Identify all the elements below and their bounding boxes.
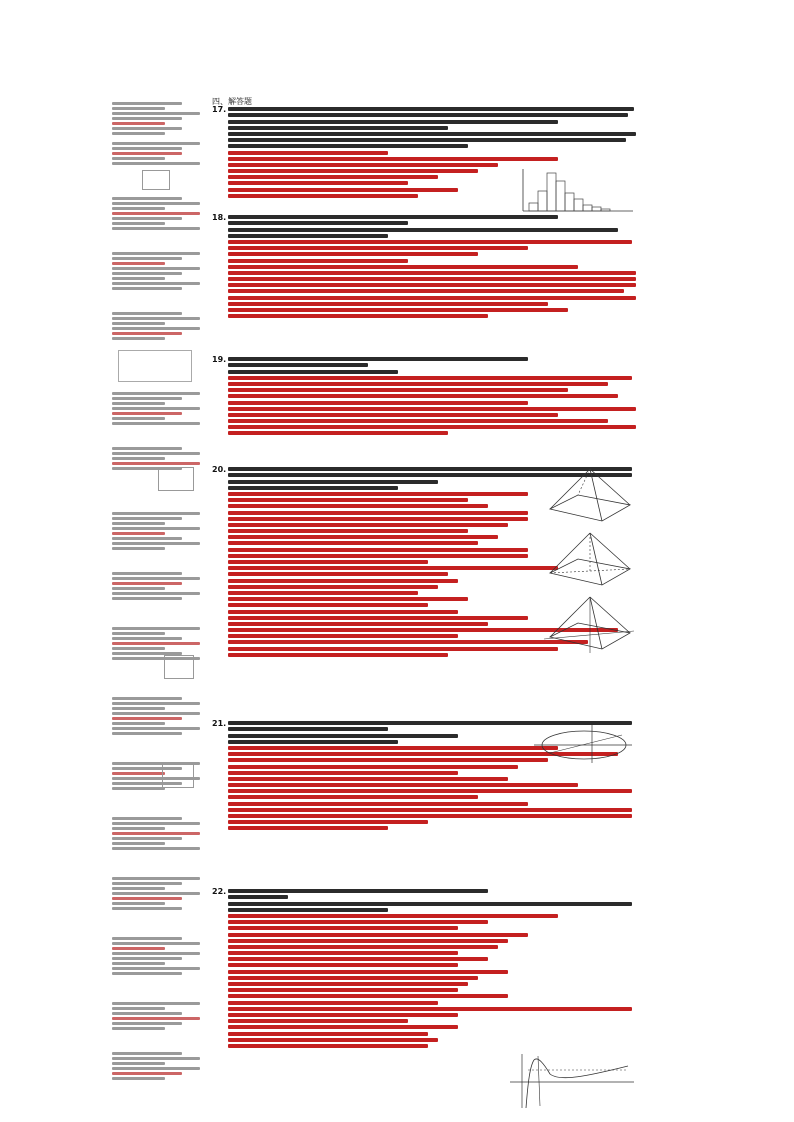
thumbnail-block: [112, 760, 200, 792]
pyramid-figure-2: [542, 529, 637, 591]
thumbnail-block: [112, 570, 200, 602]
question-18: [212, 213, 640, 320]
thumbnail-block: [112, 935, 200, 977]
thumbnail-block: [112, 250, 200, 292]
question-number: 19.: [212, 355, 227, 364]
thumbnail-block: [112, 310, 200, 342]
function-graph-figure: [508, 1052, 636, 1110]
thumbnail-block: [112, 625, 200, 662]
question-number: 18.: [212, 213, 227, 222]
question-22: [212, 887, 640, 1050]
thumbnail-block: [112, 695, 200, 737]
ellipse-figure: [532, 723, 634, 765]
thumbnail-figure: [142, 170, 170, 190]
pyramid-figure-3: [542, 593, 637, 655]
thumbnail-figure: [164, 655, 194, 679]
thumbnail-block: [112, 195, 200, 232]
question-number: 22.: [212, 887, 227, 896]
thumbnail-figure: [158, 467, 194, 491]
thumbnail-block: [112, 1050, 200, 1082]
question-number: 21.: [212, 719, 227, 728]
thumbnail-block: [112, 140, 200, 167]
thumbnail-block: [112, 1000, 200, 1032]
thumbnail-table: [118, 350, 192, 382]
thumbnail-block: [112, 875, 200, 912]
question-19: [212, 355, 640, 438]
question-number: 17.: [212, 105, 227, 114]
section-heading: 四、解答题: [212, 97, 252, 106]
thumbnail-block: [112, 445, 200, 472]
thumbnail-block: [112, 100, 200, 137]
thumbnail-block: [112, 815, 200, 852]
thumbnail-column: [112, 100, 200, 1110]
thumbnail-block: [112, 390, 200, 427]
question-number: 20.: [212, 465, 227, 474]
answer-column: [212, 97, 640, 1107]
thumbnail-figure: [162, 764, 194, 788]
thumbnail-block: [112, 510, 200, 552]
pyramid-figure-1: [542, 465, 637, 527]
histogram-figure: [517, 167, 637, 215]
